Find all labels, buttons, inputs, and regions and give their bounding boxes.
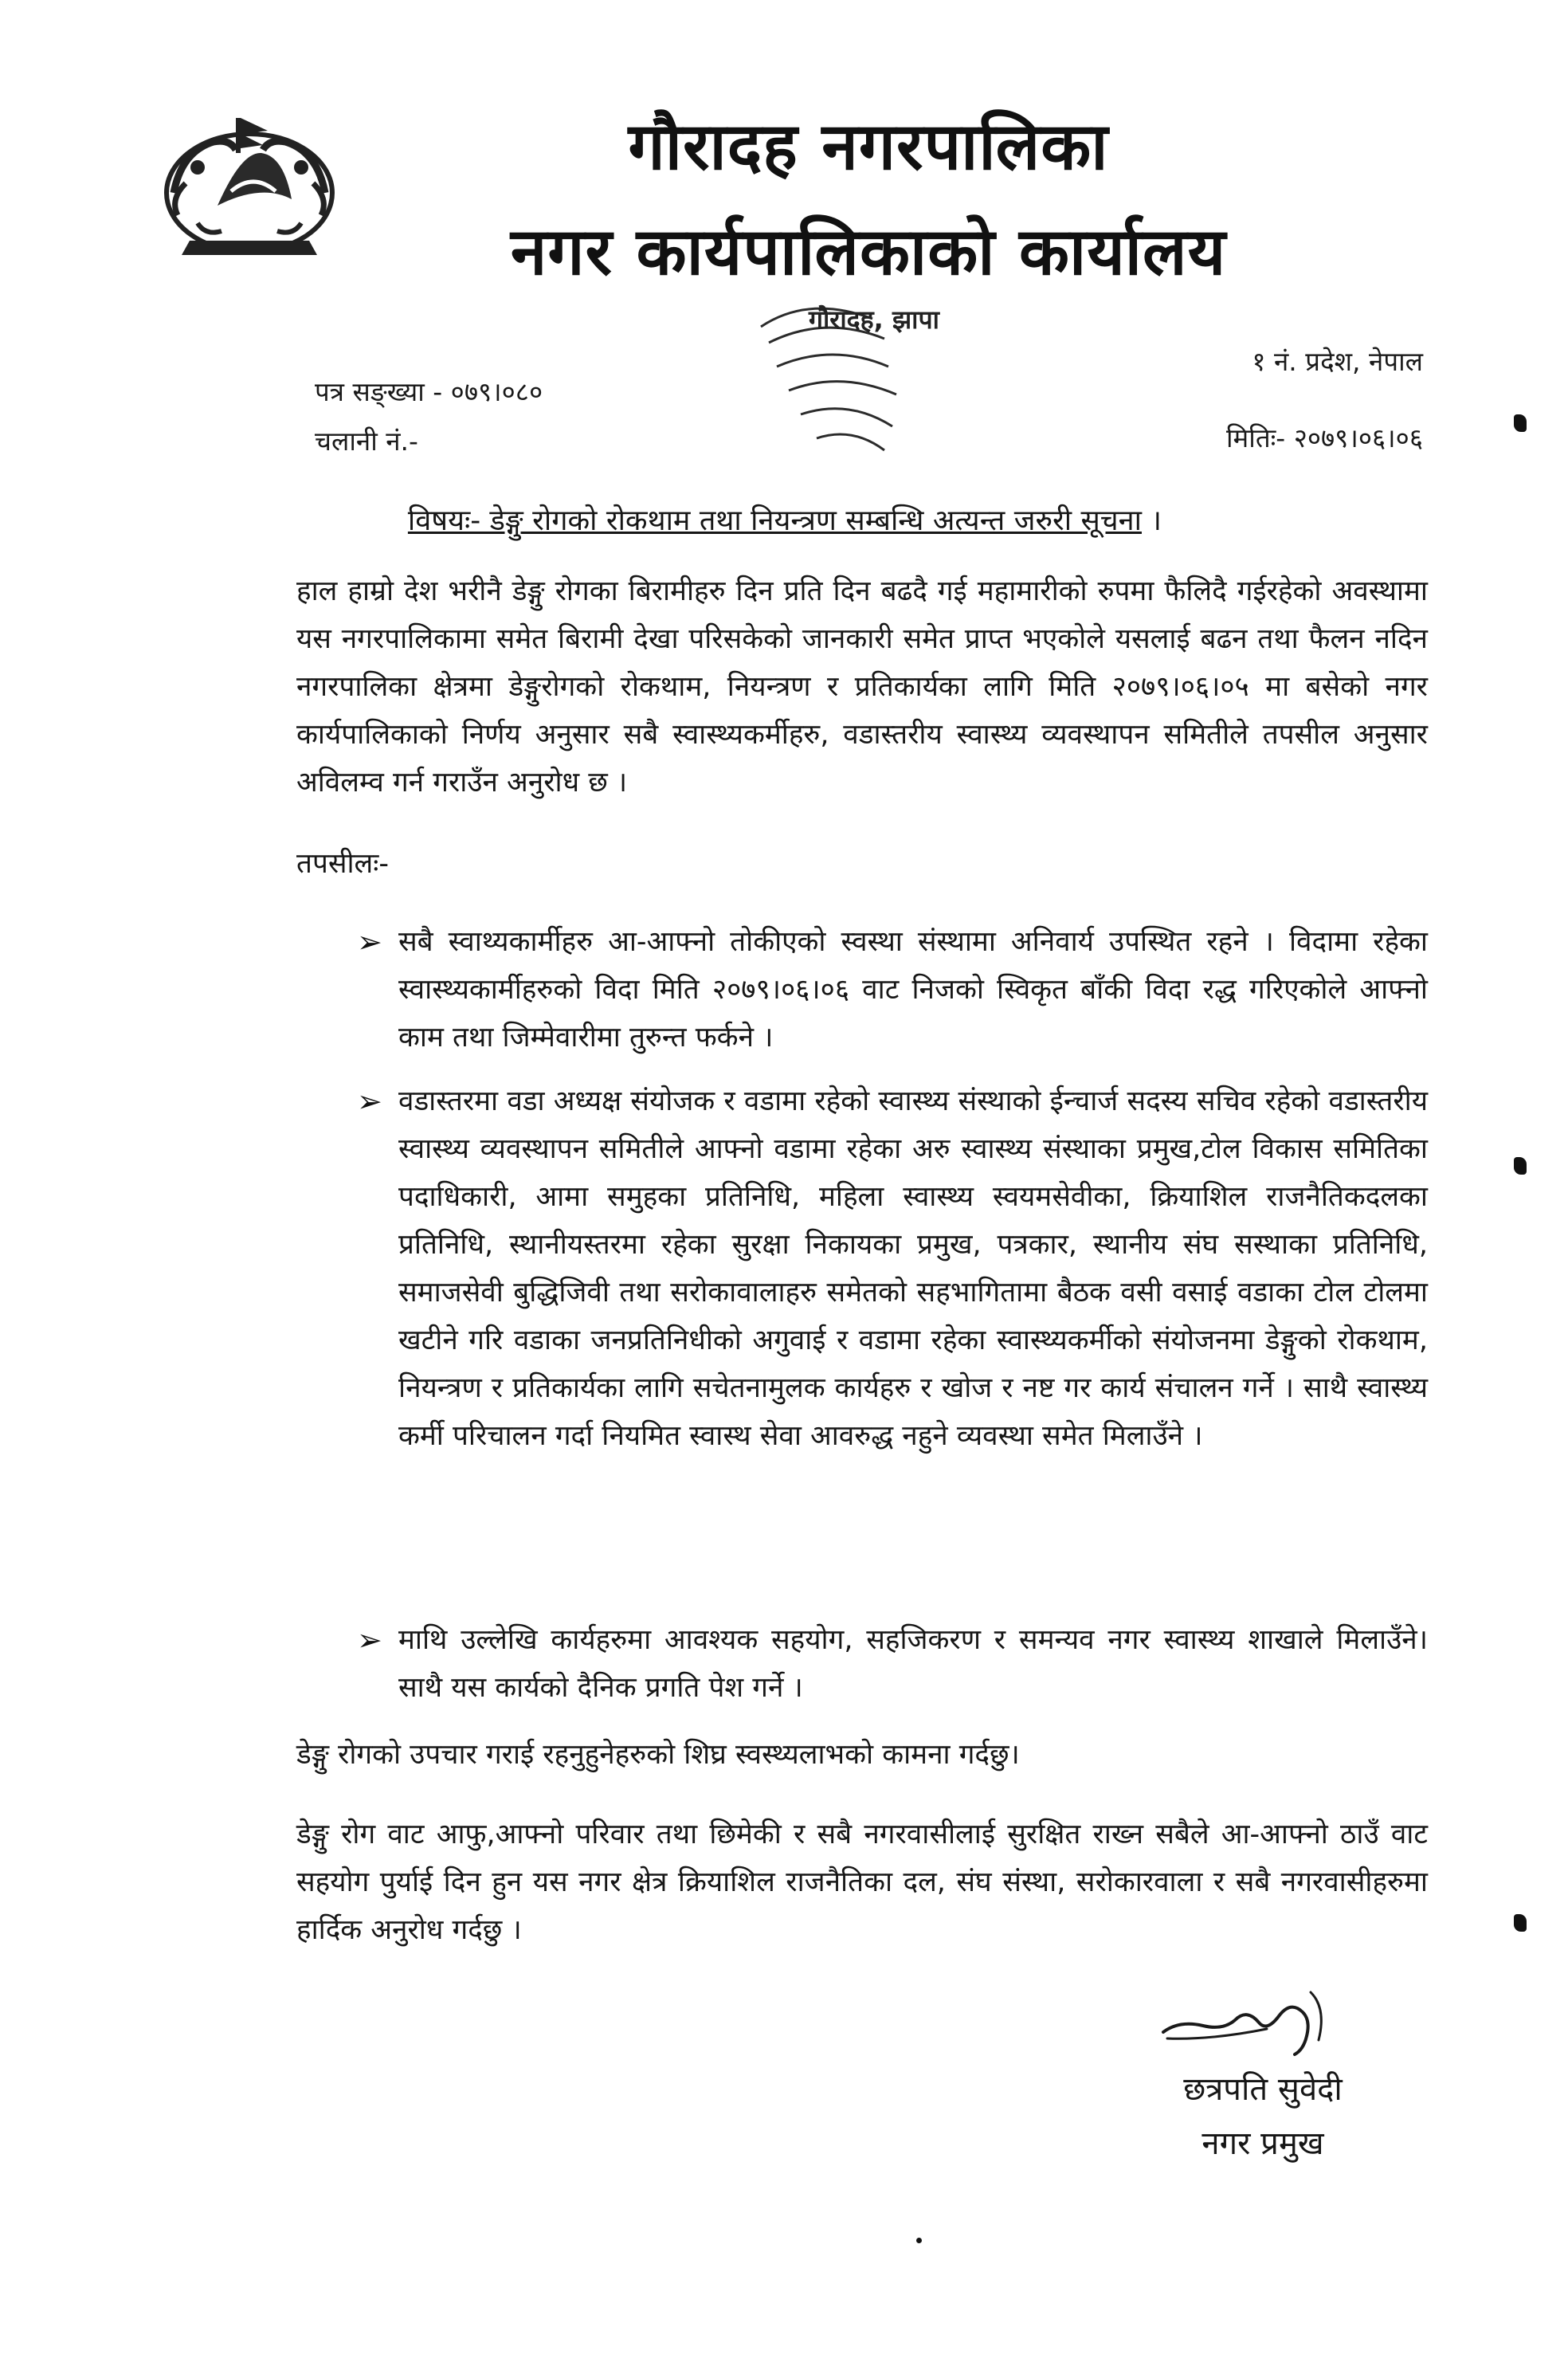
subject-text: विषयः- डेङ्गु रोगको रोकथाम तथा नियन्त्रण सम्बन्धि अत्यन्त जरुरी सूचना	[407, 504, 1142, 537]
arrow-bullet-icon: ➢	[357, 924, 382, 959]
binder-hole-mark	[1514, 1157, 1527, 1175]
binder-hole-mark	[1514, 1914, 1527, 1932]
list-item	[357, 1616, 1428, 1712]
signatory-title: नगर प्रमुख	[1201, 2125, 1324, 2162]
province-label: १ नं. प्रदेश, नेपाल	[1252, 346, 1423, 377]
signatory-name: छत्रपति सुवेदी	[1183, 2071, 1343, 2108]
subject-line	[295, 502, 1275, 540]
intro-paragraph: हाल हाम्रो देश भरीनै डेङ्गु रोगका बिरामीहरु दिन प्रति दिन बढदै गई महामारीको रुपमा फैलिदै गईरहेको अवस्थामा यस नगरपालिकामा समेत बिरामी देखा परिसकेको जानकारी समेत प्राप्त भएकोले यसलाई बढन तथा फैलन नदिन नगरपालिका क्षेत्रमा डेङ्गुरोगको रोकथाम, नियन्त्रण र प्रतिकार्यका लागि मिति २०७९।०६।०५ मा बसेको नगर कार्यपालिकाको निर्णय अनुसार सबै स्वास्थ्यकर्मीहरु, वडास्तरीय स्वास्थ्य व्यवस्थापन समितीले तपसील अनुसार अविलम्व गर्न गराउँन अनुरोध छ ।	[296, 575, 1428, 798]
subject-end: ।	[1141, 504, 1162, 537]
closing-wish: डेङ्गु रोगको उपचार गराई रहनुहुनेहरुको शिघ्र स्वस्थ्यलाभको कामना गर्दछु।	[296, 1739, 1020, 1771]
list-item-text: वडास्तरमा वडा अध्यक्ष संयोजक र वडामा रहेको स्वास्थ्य संस्थाको ईन्चार्ज सदस्य सचिव रहेको वडास्तरीय स्वास्थ्य व्यवस्थापन समितीले आफ्नो वडामा रहेका अरु स्वास्थ्य संस्थाका प्रमुख,टोल विकास समितिका पदाधिकारी, आमा समुहका प्रतिनिधि, महिला स्वास्थ्य स्वयमसेवीका, क्रियाशिल राजनैतिकदलका प्रतिनिधि, स्थानीयस्तरमा रहेका सुरक्षा निकायका प्रमुख, पत्रकार, स्थानीय संघ सस्थाका प्रतिनिधि, समाजसेवी बुद्धिजिवी तथा सरोकावालाहरु समेतको सहभागितामा बैठक वसी वसाई वडाका टोल टोलमा खटीने गरि वडाका जनप्रतिनिधीको अगुवाई र वडामा रहेका स्वास्थ्यकर्मीको संयोजनमा डेङ्गुको रोकथाम, नियन्त्रण र प्रतिकार्यका लागि सचेतनामुलक कार्यहरु र खोज र नष्ट गर कार्य संचालन गर्ने । साथै स्वास्थ्य कर्मी परिचालन गर्दा नियमित स्वास्थ सेवा आवरुद्ध नहुने व्यवस्था समेत मिलाउँने ।	[398, 1085, 1428, 1452]
signature-image	[1147, 1976, 1354, 2064]
list-item	[357, 918, 1428, 1061]
stamp-text: गौरादह, झापा	[809, 304, 939, 335]
list-item-text: माथि उल्लेखि कार्यहरुमा आवश्यक सहयोग, सहजिकरण र समन्यव नगर स्वास्थ्य शाखाले मिलाउँने। साथै यस कार्यको दैनिक प्रगति पेश गर्ने ।	[398, 1624, 1428, 1704]
municipality-title: गौरादह नगरपालिका	[628, 109, 1109, 185]
letter-date: मितिः- २०७९।०६।०६	[1226, 422, 1423, 453]
arrow-bullet-icon: ➢	[357, 1622, 382, 1658]
arrow-bullet-icon: ➢	[357, 1084, 382, 1119]
dispatch-number: चलानी नं.-	[315, 426, 418, 457]
closing-request: डेङ्गु रोग वाट आफु,आफ्नो परिवार तथा छिमेकी र सबै नगरवासीलाई सुरक्षित राख्न सबैले आ-आफ्नो ठाउँ वाट सहयोग पुर्याई दिन हुन यस नगर क्षेत्र क्रियाशिल राजनैतिका दल, संघ संस्था, सरोकारवाला र सबै नगरवासीहरुमा हार्दिक अनुरोध गर्दछु ।	[296, 1819, 1428, 1946]
list-item-text: सबै स्वाथ्यकार्मीहरु आ-आफ्नो तोकीएको स्वस्था संस्थामा अनिवार्य उपस्थित रहने । विदामा रहेका स्वास्थ्यकार्मीहरुको विदा मिति २०७९।०६।०६ वाट निजको स्विकृत बाँकी विदा रद्ध गरिएकोले आफ्नो काम तथा जिम्मेवारीमा तुरुन्त फर्कने ।	[398, 926, 1428, 1053]
nepal-emblem-icon	[142, 104, 357, 267]
office-title: नगर कार्यपालिकाको कार्यालय	[510, 214, 1227, 290]
list-item	[357, 1077, 1428, 1460]
details-heading: तपसीलः-	[296, 848, 389, 880]
reference-number: पत्र सङ्ख्या - ०७९।०८०	[315, 376, 543, 407]
page-dot	[916, 2238, 922, 2243]
binder-hole-mark	[1514, 414, 1527, 432]
office-stamp	[713, 295, 976, 466]
